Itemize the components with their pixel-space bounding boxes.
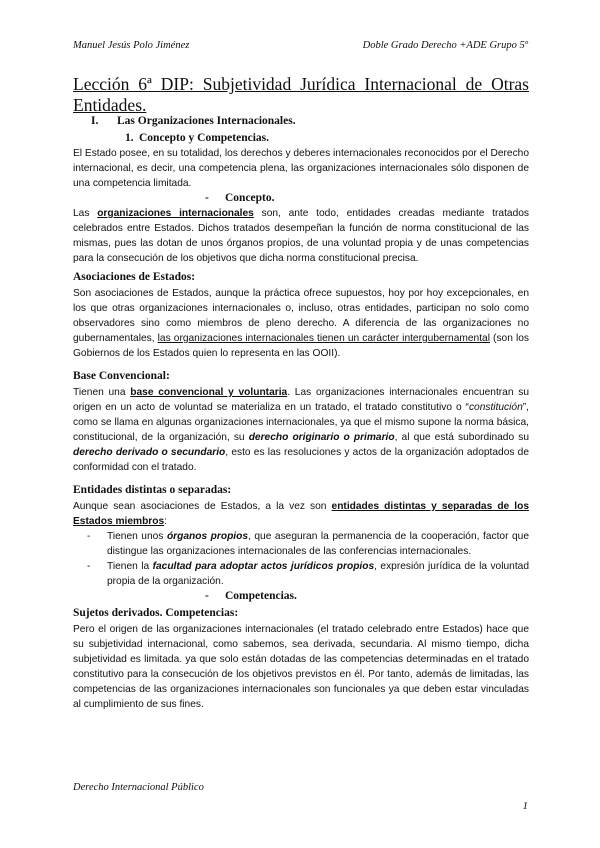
text-run: Las xyxy=(73,208,98,219)
text-run: . Las organizaciones internacionales encuentran su origen en un acto de voluntad se materializa en un tratado, el tratado constitutivo o “ xyxy=(73,387,530,413)
list-item xyxy=(73,529,529,559)
text-run: , esto es las resoluciones y actos de la organización adoptados de conformidad con el tratado. xyxy=(73,447,529,473)
concepto-paragraph xyxy=(73,206,529,266)
entidades-paragraph xyxy=(73,499,529,529)
asociaciones-heading: Asociaciones de Estados: xyxy=(73,271,196,283)
sujetos-heading: Sujetos derivados. Competencias: xyxy=(73,607,239,619)
section-heading xyxy=(91,114,529,129)
key-term: derecho derivado o secundario xyxy=(73,447,226,458)
text-run: , al que está subordinado su xyxy=(394,432,529,443)
text-run: , que aseguran la permanencia de la cooperación, factor que distingue las organizaciones internacionales de las conferencias internacionales. xyxy=(107,531,529,557)
dash-marker: - xyxy=(87,531,91,542)
asociaciones-paragraph xyxy=(73,286,529,361)
subsection-title: Concepto y Competencias. xyxy=(139,132,269,144)
key-term: las organizaciones internacionales tienen un carácter intergubernamental xyxy=(157,333,490,344)
text-run: (son los Gobiernos de los Estados quien lo representa en las OOII). xyxy=(73,333,529,359)
header-course: Doble Grado Derecho +ADE Grupo 5º xyxy=(362,40,528,51)
key-term: derecho originario o primario xyxy=(248,432,395,443)
dash-marker: - xyxy=(87,561,91,572)
subsection-heading xyxy=(125,131,529,146)
competencias-title: Competencias. xyxy=(225,590,297,602)
page-number: 1 xyxy=(522,800,528,812)
text-run: , expresión jurídica de la voluntad propia de la organización. xyxy=(107,561,529,587)
header-author: Manuel Jesús Polo Jiménez xyxy=(73,40,190,51)
text-run: : xyxy=(164,516,167,527)
footer-subject: Derecho Internacional Público xyxy=(73,782,204,793)
key-term: entidades distintas y separadas de los Estados miembros xyxy=(73,501,529,527)
text-run: Tienen unos xyxy=(107,531,167,542)
key-term: órganos propios xyxy=(166,531,249,542)
section-title: Las Organizaciones Internacionales. xyxy=(117,115,296,127)
text-run: Tienen la xyxy=(107,561,153,572)
text-run: son, ante todo, entidades creadas mediante tratados celebrados entre Estados. Dichos tratados desempeñan la función de norma constitucional de las mismas, pues las dotan de unos órganos propios, de una voluntad propia y de unas competencias para la consecución de los objetivos que dicha norma constitucional precisa. xyxy=(73,208,529,264)
page-title: Lección 6ª DIP: Subjetividad Jurídica Internacional de Otras Entidades. xyxy=(73,74,529,115)
entidades-heading: Entidades distintas o separadas: xyxy=(73,484,232,496)
competencias-heading xyxy=(205,589,529,604)
document-body xyxy=(73,114,529,712)
key-term: facultad para adoptar actos jurídicos propios xyxy=(152,561,375,572)
subsection-number: 1. xyxy=(125,132,134,144)
text-run: Aunque sean asociaciones de Estados, a la vez son xyxy=(73,501,332,512)
concepto-title: Concepto. xyxy=(225,192,275,204)
key-term: organizaciones internacionales xyxy=(97,208,254,219)
list-item xyxy=(73,559,529,589)
text-run: ”, como se llama en algunas organizaciones internacionales, ya que el mismo supone la norma básica, constitucional, de la organización, su xyxy=(73,402,529,443)
intro-paragraph: El Estado posee, en su totalidad, los derechos y deberes internacionales reconocidos por el Derecho internacional, es decir, una competencia plena, las organizaciones internacionales sólo disponen de una competencia limitada. xyxy=(73,148,529,189)
text-run: Son asociaciones de Estados, aunque la práctica ofrece supuestos, hoy por hoy excepcionales, en los que otras organizaciones internacionales o, incluso, otras entidades, participan no solo como observadores sino como miembros de pleno derecho. A diferencia de las organizaciones no gubernamentales, xyxy=(73,288,529,344)
sujetos-paragraph: Pero el origen de las organizaciones internacionales (el tratado celebrado entre Estados) hace que su subjetividad internacional, como sabemos, sea derivada, secundaria. Al mismo tiempo, dicha subjetividad es limitada. ya que solo están dotadas de las competencias determinadas en el tratado constitutivo para la consecución de los objetivos previstos en él. Por tanto, además de limitadas, las competencias de las organizaciones internacionales son funcionales ya que deben estar vinculadas al cumplimiento de sus fines. xyxy=(73,624,529,710)
italic-term: constitución xyxy=(468,402,523,413)
dash-marker: - xyxy=(205,192,209,204)
base-heading: Base Convencional: xyxy=(73,370,170,382)
concepto-heading xyxy=(205,191,529,206)
key-term: base convencional y voluntaria xyxy=(130,387,288,398)
text-run: Tienen una xyxy=(73,387,131,398)
entidades-list xyxy=(73,529,529,589)
base-paragraph xyxy=(73,385,529,475)
section-number: I. xyxy=(91,115,99,127)
dash-marker: - xyxy=(205,590,209,602)
